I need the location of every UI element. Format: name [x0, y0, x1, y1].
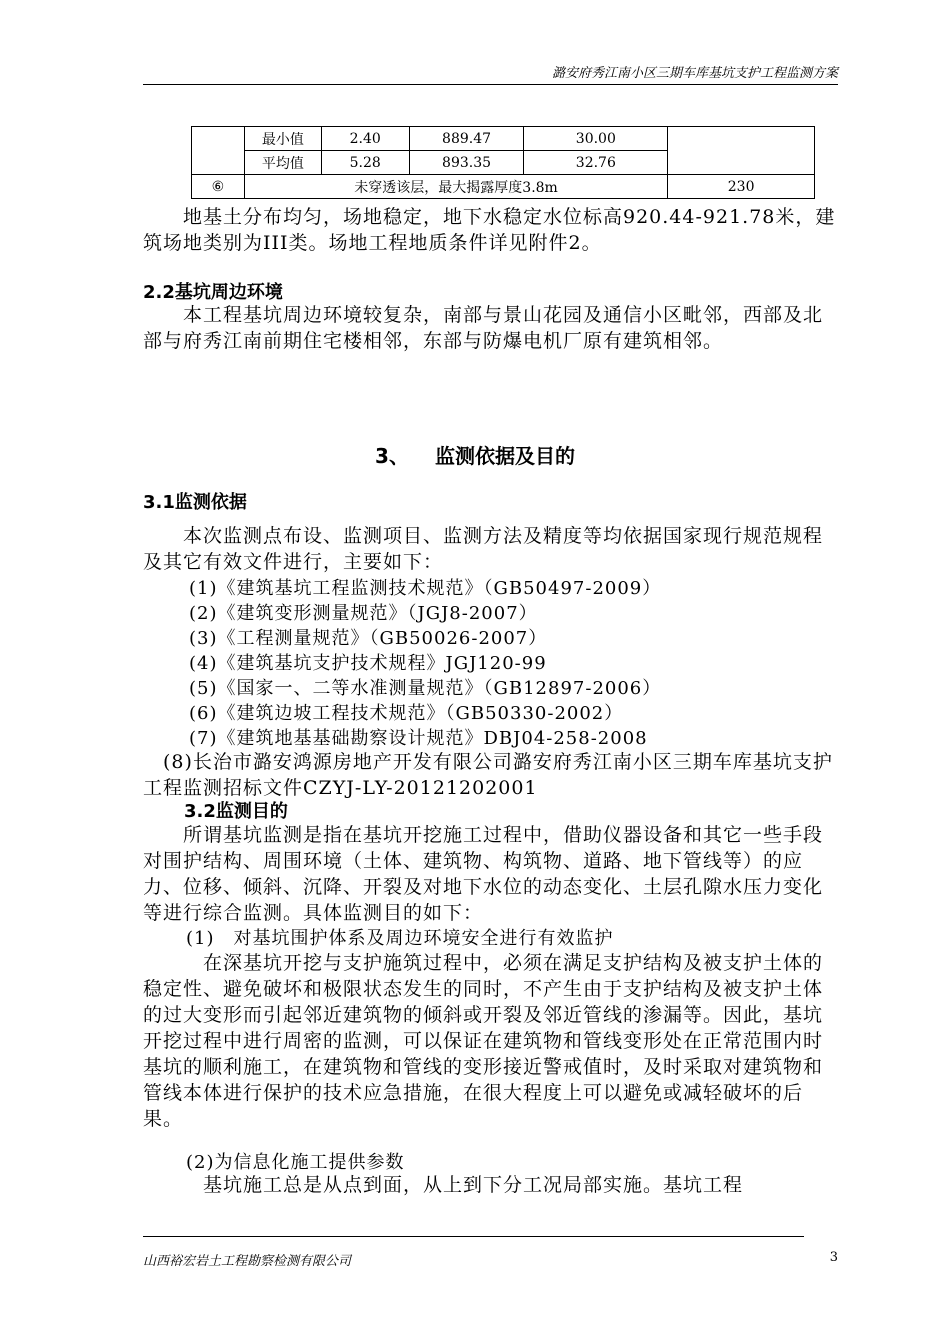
reference-item-8: (8)长治市潞安鸿源房地产开发有限公司潞安府秀江南小区三期车库基坑支护工程监测招标文件CZYJ-LY-20121202001: [143, 751, 833, 799]
chapter-title: 监测依据及目的: [434, 444, 575, 468]
table-cell: 32.76: [524, 151, 668, 175]
table-cell: 2.40: [321, 127, 409, 151]
page-number: 3: [829, 1250, 838, 1265]
purpose-item-2-title: (2)为信息化施工提供参数: [186, 1152, 405, 1173]
layer-desc-cell: 未穿透该层，最大揭露厚度3.8m: [244, 175, 667, 199]
table-cell: [192, 127, 245, 175]
footer-company: 山西裕宏岩土工程勘察检测有限公司: [143, 1254, 352, 1269]
table-row: [192, 175, 815, 199]
layer-id-cell: ⑥: [192, 175, 245, 199]
section-2-2-paragraph: 本工程基坑周边环境较复杂，南部与景山花园及通信小区毗邻，西部及北部与府秀江南前期住宅楼相邻，东部与防爆电机厂原有建筑相邻。: [143, 304, 824, 352]
page-header: 潞安府秀江南小区三期车库基坑支护工程监测方案: [551, 66, 838, 81]
section-3-2-title: 3.2监测目的: [184, 801, 288, 822]
ground-paragraph: 地基土分布均匀，场地稳定，地下水稳定水位标高920.44-921.78米，建筑场地类别为III类。场地工程地质条件详见附件2。: [143, 206, 836, 254]
reference-item: (4)《建筑基坑支护技术规程》JGJ120-99: [189, 653, 547, 674]
section-3-2-paragraph: 所谓基坑监测是指在基坑开挖施工过程中，借助仪器设备和其它一些手段对围护结构、周围环境（土体、建筑物、构筑物、道路、地下管线等）的应力、位移、倾斜、沉降、开裂及对地下水位的动态变化、土层孔隙水压力变化等进行综合监测。具体监测目的如下：: [143, 824, 824, 924]
purpose-item-2-paragraph: 基坑施工总是从点到面，从上到下分工况局部实施。基坑工程: [143, 1174, 744, 1196]
reference-item: (1)《建筑基坑工程监测技术规范》（GB50497-2009）: [189, 578, 662, 599]
layer-value-cell: 230: [668, 175, 815, 199]
section-3-1-paragraph: 本次监测点布设、监测项目、监测方法及精度等均依据国家现行规范规程及其它有效文件进行，主要如下：: [143, 525, 824, 573]
table-cell: 30.00: [524, 127, 668, 151]
section-2-2-title: 2.2基坑周边环境: [143, 282, 283, 303]
section-3-1-title: 3.1监测依据: [143, 492, 247, 513]
purpose-item-1-paragraph: 在深基坑开挖与支护施筑过程中，必须在满足支护结构及被支护土体的稳定性、避免破坏和极限状态发生的同时，不产生由于支护结构及被支护土体的过大变形而引起邻近建筑物的倾斜或开裂及邻近管线的渗漏等。因此，基坑开挖过程中进行周密的监测，可以保证在建筑物和管线变形处在正常范围内时基坑的顺利施工，在建筑物和管线的变形接近警戒值时，及时采取对建筑物和管线本体进行保护的技术应急措施，在很大程度上可以避免或减轻破坏的后果。: [143, 952, 824, 1130]
table-cell: 平均值: [244, 151, 321, 175]
table-cell: [668, 127, 815, 175]
soil-table: [191, 126, 815, 199]
table-cell: 最小值: [244, 127, 321, 151]
reference-item: (5)《国家一、二等水准测量规范》（GB12897-2006）: [189, 678, 662, 699]
chapter-3-heading: [0, 440, 950, 469]
table-cell: 889.47: [409, 127, 524, 151]
footer-rule: [143, 1236, 804, 1237]
table-row: [192, 127, 815, 151]
reference-item: (3)《工程测量规范》（GB50026-2007）: [189, 628, 548, 649]
header-rule: [143, 84, 838, 85]
reference-item: (7)《建筑地基基础勘察设计规范》DBJ04-258-2008: [189, 728, 648, 749]
reference-item: (2)《建筑变形测量规范》（JGJ8-2007）: [189, 603, 538, 624]
purpose-item-1-title: (1) 对基坑围护体系及周边环境安全进行有效监护: [186, 928, 614, 949]
table-cell: 893.35: [409, 151, 524, 175]
table-cell: 5.28: [321, 151, 409, 175]
chapter-number: 3、: [375, 444, 409, 468]
reference-item: (6)《建筑边坡工程技术规范》（GB50330-2002）: [189, 703, 624, 724]
